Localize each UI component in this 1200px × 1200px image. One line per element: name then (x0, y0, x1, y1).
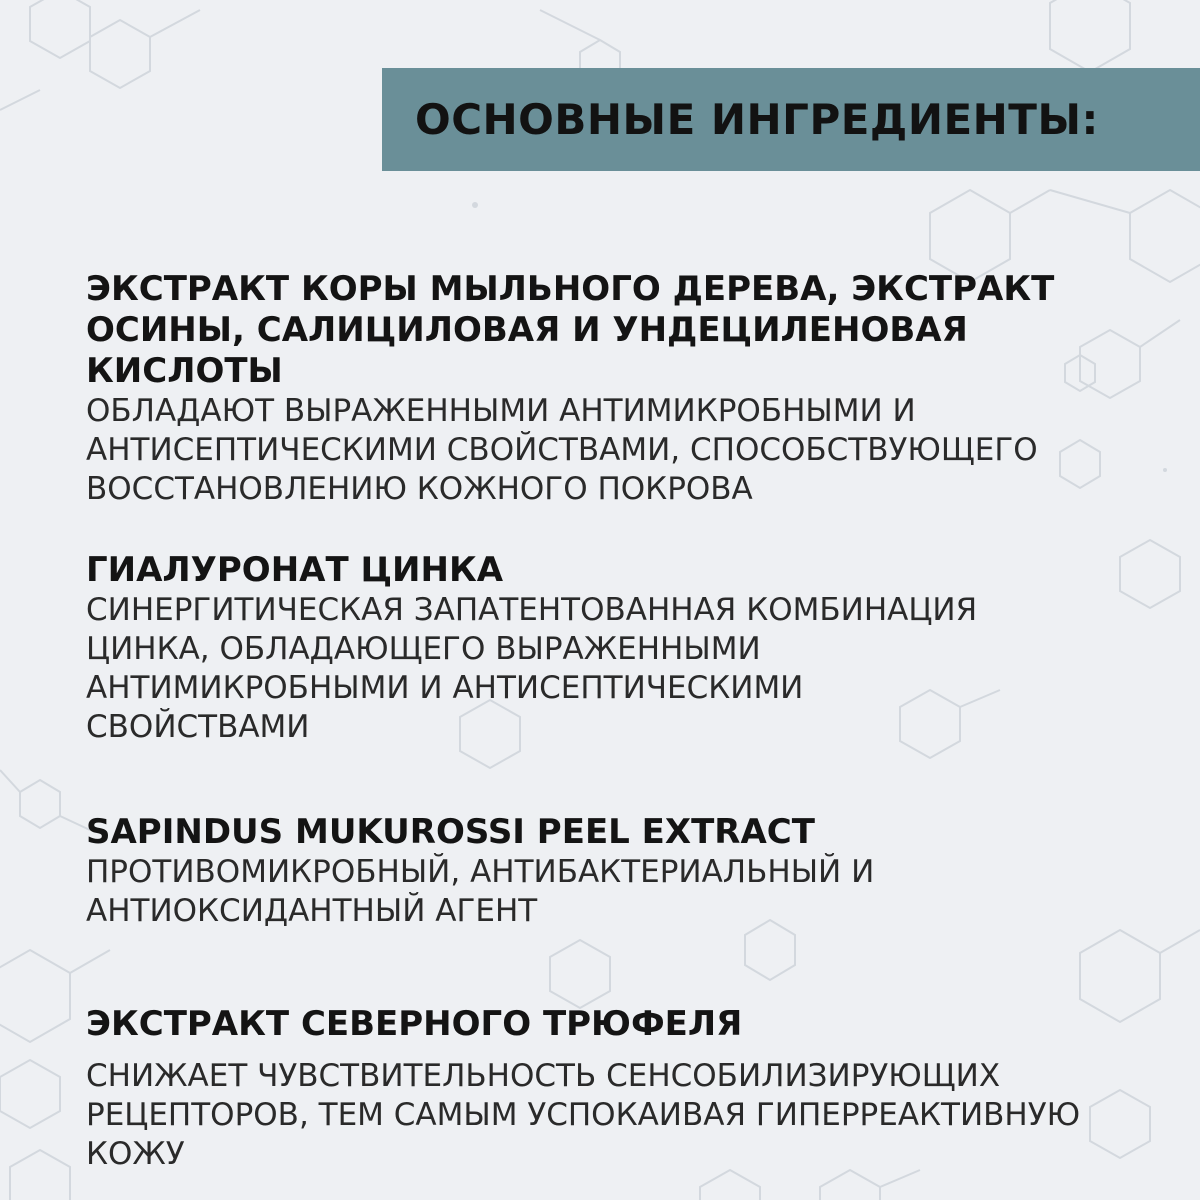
page-title: ОСНОВНЫЕ ИНГРЕДИЕНТЫ: (415, 95, 1099, 144)
ingredient-name: SAPINDUS MUKUROSSI PEEL EXTRACT (86, 812, 815, 852)
ingredient-name: ЭКСТРАКТ СЕВЕРНОГО ТРЮФЕЛЯ (86, 1004, 743, 1044)
ingredient-item (86, 269, 1166, 509)
ingredient-description: ПРОТИВОМИКРОБНЫЙ, АНТИБАКТЕРИАЛЬНЫЙ И АНТИОКСИДАНТНЫЙ АГЕНТ (86, 854, 875, 929)
ingredient-description: СНИЖАЕТ ЧУВСТВИТЕЛЬНОСТЬ СЕНСОБИЛИЗИРУЮЩИХ РЕЦЕПТОРОВ, ТЕМ САМЫМ УСПОКАИВАЯ ГИПЕРРЕАКТИВНУЮ КОЖУ (86, 1058, 1081, 1172)
ingredient-item (86, 550, 1166, 747)
ingredient-name: ЭКСТРАКТ КОРЫ МЫЛЬНОГО ДЕРЕВА, ЭКСТРАКТ ОСИНЫ, САЛИЦИЛОВАЯ И УНДЕЦИЛЕНОВАЯ КИСЛОТЫ (86, 269, 1055, 391)
ingredient-name: ГИАЛУРОНАТ ЦИНКА (86, 550, 504, 590)
ingredient-description: ОБЛАДАЮТ ВЫРАЖЕННЫМИ АНТИМИКРОБНЫМИ И АНТИСЕПТИЧЕСКИМИ СВОЙСТВАМИ, СПОСОБСТВУЮЩЕГО ВОССТАНОВЛЕНИЮ КОЖНОГО ПОКРОВА (86, 393, 1038, 507)
ingredient-item (86, 812, 1166, 931)
ingredient-item (86, 1004, 1166, 1174)
title-banner (382, 68, 1200, 171)
ingredient-description: СИНЕРГИТИЧЕСКАЯ ЗАПАТЕНТОВАННАЯ КОМБИНАЦИЯ ЦИНКА, ОБЛАДАЮЩЕГО ВЫРАЖЕННЫМИ АНТИМИКРОБНЫМИ И АНТИСЕПТИЧЕСКИМИ СВОЙСТВАМИ (86, 592, 978, 745)
